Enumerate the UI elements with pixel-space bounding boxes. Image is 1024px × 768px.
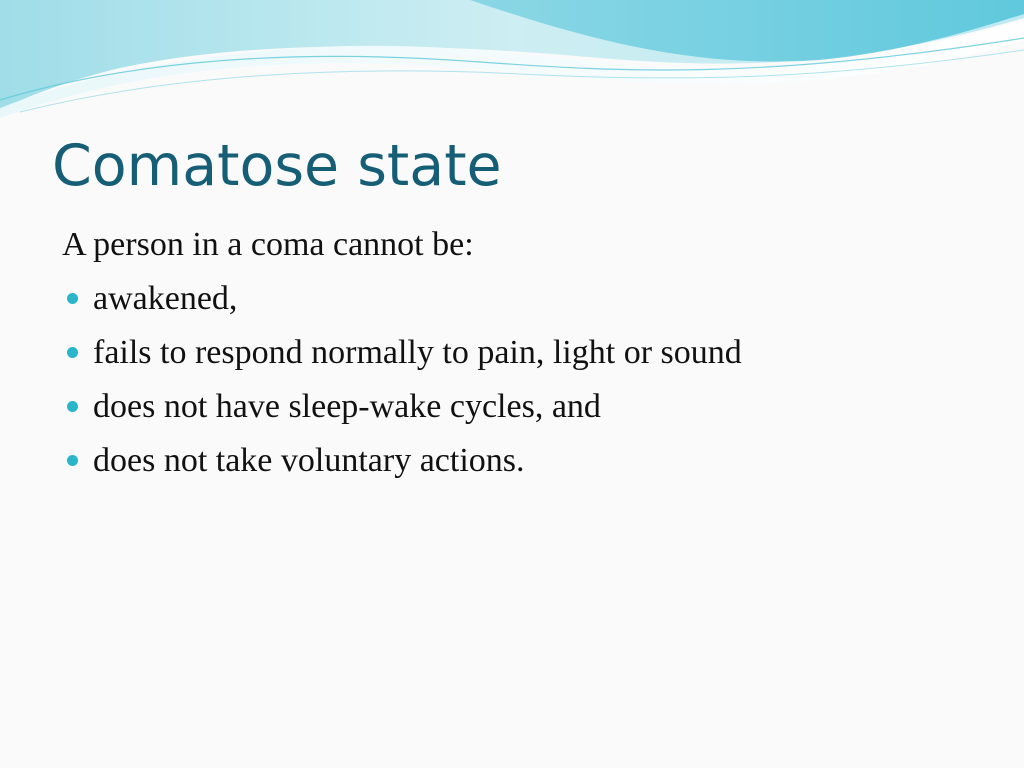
bullet-dot-icon [67,455,78,466]
list-item [62,436,1002,490]
list-item [62,382,1002,436]
bullet-list [62,274,1002,490]
bullet-text: fails to respond normally to pain, light or sound [93,334,742,371]
bullet-dot-icon [67,401,78,412]
bullet-text: does not have sleep-wake cycles, and [93,388,601,425]
slide-body [62,220,1002,490]
bullet-dot-icon [67,347,78,358]
list-item [62,274,1002,328]
list-item [62,328,1002,382]
bullet-text: does not take voluntary actions. [93,442,525,479]
bullet-dot-icon [67,293,78,304]
bullet-text: awakened, [93,280,238,317]
slide-title: Comatose state [52,133,502,199]
header-wave-decoration [0,0,1024,130]
intro-text: A person in a coma cannot be: [62,226,474,263]
